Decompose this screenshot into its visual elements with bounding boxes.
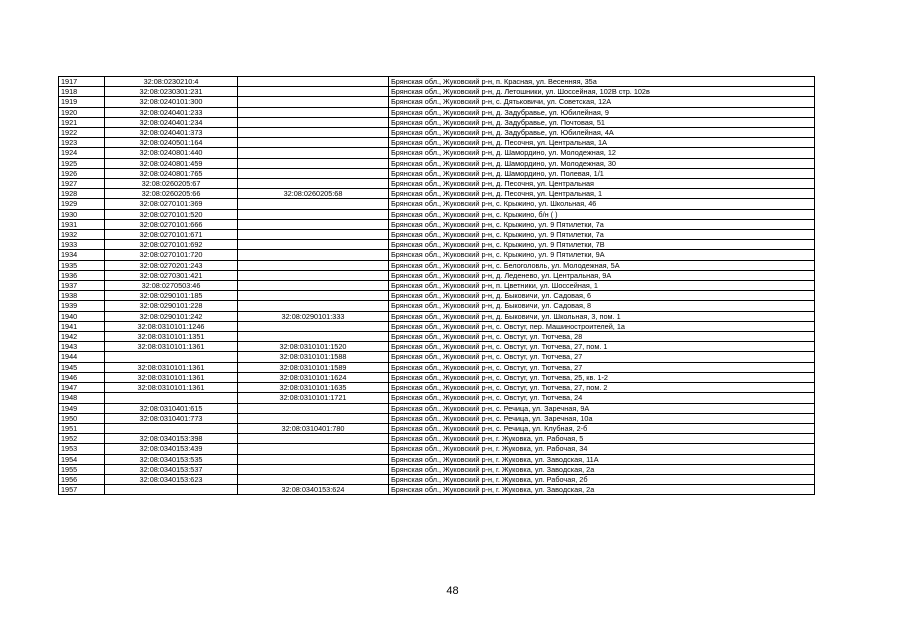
address-cell: Брянская обл., Жуковский р-н, г. Жуковка, ул. Заводская, 2а — [389, 485, 815, 495]
address-cell: Брянская обл., Жуковский р-н, с. Овстуг, ул. Тютчева, 28 — [389, 332, 815, 342]
table-row — [59, 168, 815, 178]
address-cell: Брянская обл., Жуковский р-н, г. Жуковка, ул. Рабочая, 34 — [389, 444, 815, 454]
cadastral-number-cell: 32:08:0270503:46 — [105, 281, 238, 291]
row-number-cell: 1918 — [59, 87, 105, 97]
premises-cadastral-number-cell — [238, 77, 389, 87]
table-row — [59, 128, 815, 138]
table-row — [59, 199, 815, 209]
address-cell: Брянская обл., Жуковский р-н, д. Быковичи, ул. Садовая, 8 — [389, 301, 815, 311]
address-cell: Брянская обл., Жуковский р-н, д. Задубравье, ул. Юбилейная, 4А — [389, 128, 815, 138]
row-number-cell: 1937 — [59, 281, 105, 291]
cadastral-number-cell: 32:08:0270101:369 — [105, 199, 238, 209]
address-cell: Брянская обл., Жуковский р-н, д. Задубравье, ул. Почтовая, 51 — [389, 117, 815, 127]
table-row — [59, 87, 815, 97]
address-cell: Брянская обл., Жуковский р-н, с. Речица, ул. Заречная, 10а — [389, 413, 815, 423]
cadastral-number-cell: 32:08:0310101:1246 — [105, 321, 238, 331]
table-row — [59, 270, 815, 280]
premises-cadastral-number-cell — [238, 260, 389, 270]
address-cell: Брянская обл., Жуковский р-н, д. Быковичи, ул. Садовая, 6 — [389, 291, 815, 301]
row-number-cell: 1947 — [59, 383, 105, 393]
table-row — [59, 189, 815, 199]
cadastral-number-cell: 32:08:0340153:623 — [105, 474, 238, 484]
cadastral-number-cell: 32:08:0270101:666 — [105, 219, 238, 229]
address-cell: Брянская обл., Жуковский р-н, г. Жуковка, ул. Рабочая, 2б — [389, 474, 815, 484]
address-cell: Брянская обл., Жуковский р-н, с. Белоголовль, ул. Молодежная, 5А — [389, 260, 815, 270]
address-cell: Брянская обл., Жуковский р-н, п. Красная, ул. Весенняя, 35а — [389, 77, 815, 87]
address-cell: Брянская обл., Жуковский р-н, г. Жуковка, ул. Рабочая, 5 — [389, 434, 815, 444]
table-row — [59, 342, 815, 352]
address-cell: Брянская обл., Жуковский р-н, с. Овстуг, ул. Тютчева, 25, кв. 1-2 — [389, 372, 815, 382]
row-number-cell: 1934 — [59, 250, 105, 260]
table-row — [59, 107, 815, 117]
table-row — [59, 230, 815, 240]
address-cell: Брянская обл., Жуковский р-н, г. Жуковка, ул. Заводская, 2а — [389, 464, 815, 474]
table-row — [59, 240, 815, 250]
address-cell: Брянская обл., Жуковский р-н, п. Цветники, ул. Шоссейная, 1 — [389, 281, 815, 291]
row-number-cell: 1950 — [59, 413, 105, 423]
table-body — [59, 77, 815, 495]
cadastral-number-cell: 32:08:0240401:234 — [105, 117, 238, 127]
premises-cadastral-number-cell — [238, 117, 389, 127]
address-cell: Брянская обл., Жуковский р-н, д. Шамордино, ул. Молодежная, 30 — [389, 158, 815, 168]
premises-cadastral-number-cell — [238, 281, 389, 291]
premises-cadastral-number-cell — [238, 434, 389, 444]
address-cell: Брянская обл., Жуковский р-н, с. Речица, ул. Клубная, 2-б — [389, 423, 815, 433]
row-number-cell: 1946 — [59, 372, 105, 382]
row-number-cell: 1952 — [59, 434, 105, 444]
row-number-cell: 1942 — [59, 332, 105, 342]
row-number-cell: 1923 — [59, 138, 105, 148]
cadastral-number-cell: 32:08:0260205:66 — [105, 189, 238, 199]
address-cell: Брянская обл., Жуковский р-н, д. Песочня, ул. Центральная, 1 — [389, 189, 815, 199]
premises-cadastral-number-cell — [238, 209, 389, 219]
premises-cadastral-number-cell: 32:08:0260205:68 — [238, 189, 389, 199]
address-cell: Брянская обл., Жуковский р-н, д. Шамордино, ул. Полевая, 1/1 — [389, 168, 815, 178]
table-row — [59, 332, 815, 342]
premises-cadastral-number-cell — [238, 250, 389, 260]
cadastral-number-cell: 32:08:0310101:1361 — [105, 342, 238, 352]
row-number-cell: 1920 — [59, 107, 105, 117]
address-cell: Брянская обл., Жуковский р-н, с. Овстуг, ул. Тютчева, 27 — [389, 362, 815, 372]
row-number-cell: 1949 — [59, 403, 105, 413]
premises-cadastral-number-cell — [238, 128, 389, 138]
premises-cadastral-number-cell — [238, 87, 389, 97]
cadastral-number-cell: 32:08:0290101:185 — [105, 291, 238, 301]
premises-cadastral-number-cell — [238, 107, 389, 117]
row-number-cell: 1927 — [59, 179, 105, 189]
row-number-cell: 1945 — [59, 362, 105, 372]
premises-cadastral-number-cell — [238, 454, 389, 464]
row-number-cell: 1957 — [59, 485, 105, 495]
premises-cadastral-number-cell: 32:08:0340153:624 — [238, 485, 389, 495]
row-number-cell: 1917 — [59, 77, 105, 87]
table-row — [59, 413, 815, 423]
cadastral-number-cell: 32:08:0340153:535 — [105, 454, 238, 464]
table-row — [59, 474, 815, 484]
cadastral-number-cell — [105, 393, 238, 403]
premises-cadastral-number-cell — [238, 270, 389, 280]
table-row — [59, 291, 815, 301]
premises-cadastral-number-cell: 32:08:0310101:1624 — [238, 372, 389, 382]
row-number-cell: 1931 — [59, 219, 105, 229]
premises-cadastral-number-cell — [238, 199, 389, 209]
row-number-cell: 1941 — [59, 321, 105, 331]
row-number-cell: 1926 — [59, 168, 105, 178]
cadastral-number-cell: 32:08:0270301:421 — [105, 270, 238, 280]
table-row — [59, 372, 815, 382]
row-number-cell: 1935 — [59, 260, 105, 270]
premises-cadastral-number-cell: 32:08:0310101:1589 — [238, 362, 389, 372]
premises-cadastral-number-cell — [238, 403, 389, 413]
cadastral-number-cell: 32:08:0310101:1361 — [105, 372, 238, 382]
premises-cadastral-number-cell — [238, 179, 389, 189]
row-number-cell: 1951 — [59, 423, 105, 433]
premises-cadastral-number-cell — [238, 148, 389, 158]
document-page — [58, 76, 814, 495]
table-row — [59, 281, 815, 291]
table-row — [59, 77, 815, 87]
cadastral-number-cell — [105, 352, 238, 362]
address-cell: Брянская обл., Жуковский р-н, с. Овстуг, ул. Тютчева, 24 — [389, 393, 815, 403]
row-number-cell: 1928 — [59, 189, 105, 199]
cadastral-number-cell — [105, 485, 238, 495]
row-number-cell: 1940 — [59, 311, 105, 321]
table-row — [59, 219, 815, 229]
row-number-cell: 1925 — [59, 158, 105, 168]
address-cell: Брянская обл., Жуковский р-н, с. Крыжино, ул. 9 Пятилетки, 9А — [389, 250, 815, 260]
table-row — [59, 383, 815, 393]
cadastral-number-cell: 32:08:0240801:459 — [105, 158, 238, 168]
table-row — [59, 403, 815, 413]
row-number-cell: 1955 — [59, 464, 105, 474]
cadastral-number-cell: 32:08:0290101:242 — [105, 311, 238, 321]
table-row — [59, 301, 815, 311]
address-cell: Брянская обл., Жуковский р-н, с. Овстуг, ул. Тютчева, 27, пом. 2 — [389, 383, 815, 393]
address-cell: Брянская обл., Жуковский р-н, г. Жуковка, ул. Заводская, 11А — [389, 454, 815, 464]
cadastral-number-cell: 32:08:0270101:720 — [105, 250, 238, 260]
address-cell: Брянская обл., Жуковский р-н, д. Быковичи, ул. Школьная, 3, пом. 1 — [389, 311, 815, 321]
cadastral-number-cell: 32:08:0260205:67 — [105, 179, 238, 189]
cadastral-number-cell: 32:08:0240401:233 — [105, 107, 238, 117]
address-cell: Брянская обл., Жуковский р-н, с. Речица, ул. Заречная, 9А — [389, 403, 815, 413]
cadastral-number-cell: 32:08:0270101:692 — [105, 240, 238, 250]
table-row — [59, 311, 815, 321]
row-number-cell: 1932 — [59, 230, 105, 240]
table-row — [59, 362, 815, 372]
row-number-cell: 1936 — [59, 270, 105, 280]
table-row — [59, 158, 815, 168]
table-row — [59, 97, 815, 107]
row-number-cell: 1956 — [59, 474, 105, 484]
address-cell: Брянская обл., Жуковский р-н, д. Леденево, ул. Центральная, 9А — [389, 270, 815, 280]
premises-cadastral-number-cell — [238, 332, 389, 342]
cadastral-number-cell: 32:08:0340153:537 — [105, 464, 238, 474]
row-number-cell: 1919 — [59, 97, 105, 107]
row-number-cell: 1921 — [59, 117, 105, 127]
row-number-cell: 1933 — [59, 240, 105, 250]
address-cell: Брянская обл., Жуковский р-н, с. Овстуг, пер. Машиностроителей, 1а — [389, 321, 815, 331]
cadastral-number-cell: 32:08:0270101:520 — [105, 209, 238, 219]
table-row — [59, 260, 815, 270]
premises-cadastral-number-cell — [238, 301, 389, 311]
table-row — [59, 352, 815, 362]
cadastral-number-cell: 32:08:0290101:228 — [105, 301, 238, 311]
address-cell: Брянская обл., Жуковский р-н, с. Крыжино, ул. 9 Пятилетки, 7В — [389, 240, 815, 250]
premises-cadastral-number-cell: 32:08:0290101:333 — [238, 311, 389, 321]
table-row — [59, 464, 815, 474]
cadastral-number-cell — [105, 423, 238, 433]
table-row — [59, 179, 815, 189]
address-cell: Брянская обл., Жуковский р-н, с. Крыжино, ул. 9 Пятилетки, 7а — [389, 230, 815, 240]
premises-cadastral-number-cell — [238, 464, 389, 474]
row-number-cell: 1922 — [59, 128, 105, 138]
address-cell: Брянская обл., Жуковский р-н, д. Песочня, ул. Центральная — [389, 179, 815, 189]
address-cell: Брянская обл., Жуковский р-н, с. Овстуг, ул. Тютчева, 27 — [389, 352, 815, 362]
row-number-cell: 1938 — [59, 291, 105, 301]
cadastral-number-cell: 32:08:0310101:1361 — [105, 383, 238, 393]
premises-cadastral-number-cell — [238, 240, 389, 250]
table-row — [59, 444, 815, 454]
cadastral-number-cell: 32:08:0230210:4 — [105, 77, 238, 87]
address-cell: Брянская обл., Жуковский р-н, с. Дятьковичи, ул. Советская, 12А — [389, 97, 815, 107]
row-number-cell: 1954 — [59, 454, 105, 464]
table-row — [59, 434, 815, 444]
address-cell: Брянская обл., Жуковский р-н, с. Овстуг, ул. Тютчева, 27, пом. 1 — [389, 342, 815, 352]
premises-cadastral-number-cell — [238, 138, 389, 148]
table-row — [59, 485, 815, 495]
row-number-cell: 1948 — [59, 393, 105, 403]
cadastral-number-cell: 32:08:0310401:773 — [105, 413, 238, 423]
table-row — [59, 321, 815, 331]
cadastral-number-cell: 32:08:0230301:231 — [105, 87, 238, 97]
table-row — [59, 117, 815, 127]
premises-cadastral-number-cell — [238, 291, 389, 301]
premises-cadastral-number-cell: 32:08:0310101:1721 — [238, 393, 389, 403]
address-cell: Брянская обл., Жуковский р-н, с. Крыжино, ул. 9 Пятилетки, 7а — [389, 219, 815, 229]
premises-cadastral-number-cell — [238, 219, 389, 229]
property-register-table — [58, 76, 815, 495]
row-number-cell: 1939 — [59, 301, 105, 311]
premises-cadastral-number-cell: 32:08:0310101:1635 — [238, 383, 389, 393]
address-cell: Брянская обл., Жуковский р-н, д. Летошники, ул. Шоссейная, 102В стр. 102в — [389, 87, 815, 97]
row-number-cell: 1944 — [59, 352, 105, 362]
premises-cadastral-number-cell: 32:08:0310101:1588 — [238, 352, 389, 362]
page-number: 48 — [446, 585, 459, 597]
address-cell: Брянская обл., Жуковский р-н, с. Крыжино, ул. Школьная, 46 — [389, 199, 815, 209]
row-number-cell: 1953 — [59, 444, 105, 454]
premises-cadastral-number-cell — [238, 321, 389, 331]
row-number-cell: 1930 — [59, 209, 105, 219]
cadastral-number-cell: 32:08:0310101:1351 — [105, 332, 238, 342]
premises-cadastral-number-cell — [238, 158, 389, 168]
premises-cadastral-number-cell — [238, 474, 389, 484]
table-row — [59, 393, 815, 403]
row-number-cell: 1929 — [59, 199, 105, 209]
table-row — [59, 454, 815, 464]
cadastral-number-cell: 32:08:0240801:440 — [105, 148, 238, 158]
table-row — [59, 250, 815, 260]
address-cell: Брянская обл., Жуковский р-н, д. Шамордино, ул. Молодежная, 12 — [389, 148, 815, 158]
row-number-cell: 1924 — [59, 148, 105, 158]
premises-cadastral-number-cell: 32:08:0310101:1520 — [238, 342, 389, 352]
cadastral-number-cell: 32:08:0240101:300 — [105, 97, 238, 107]
address-cell: Брянская обл., Жуковский р-н, с. Крыжино, б/н ( ) — [389, 209, 815, 219]
premises-cadastral-number-cell — [238, 413, 389, 423]
premises-cadastral-number-cell: 32:08:0310401:780 — [238, 423, 389, 433]
premises-cadastral-number-cell — [238, 444, 389, 454]
cadastral-number-cell: 32:08:0310101:1361 — [105, 362, 238, 372]
table-row — [59, 148, 815, 158]
cadastral-number-cell: 32:08:0270201:243 — [105, 260, 238, 270]
table-row — [59, 209, 815, 219]
cadastral-number-cell: 32:08:0240501:164 — [105, 138, 238, 148]
address-cell: Брянская обл., Жуковский р-н, д. Песочня, ул. Центральная, 1А — [389, 138, 815, 148]
premises-cadastral-number-cell — [238, 230, 389, 240]
cadastral-number-cell: 32:08:0340153:398 — [105, 434, 238, 444]
premises-cadastral-number-cell — [238, 168, 389, 178]
row-number-cell: 1943 — [59, 342, 105, 352]
premises-cadastral-number-cell — [238, 97, 389, 107]
cadastral-number-cell: 32:08:0270101:671 — [105, 230, 238, 240]
cadastral-number-cell: 32:08:0340153:439 — [105, 444, 238, 454]
table-row — [59, 423, 815, 433]
address-cell: Брянская обл., Жуковский р-н, д. Задубравье, ул. Юбилейная, 9 — [389, 107, 815, 117]
table-row — [59, 138, 815, 148]
cadastral-number-cell: 32:08:0240401:373 — [105, 128, 238, 138]
cadastral-number-cell: 32:08:0310401:615 — [105, 403, 238, 413]
cadastral-number-cell: 32:08:0240801:765 — [105, 168, 238, 178]
